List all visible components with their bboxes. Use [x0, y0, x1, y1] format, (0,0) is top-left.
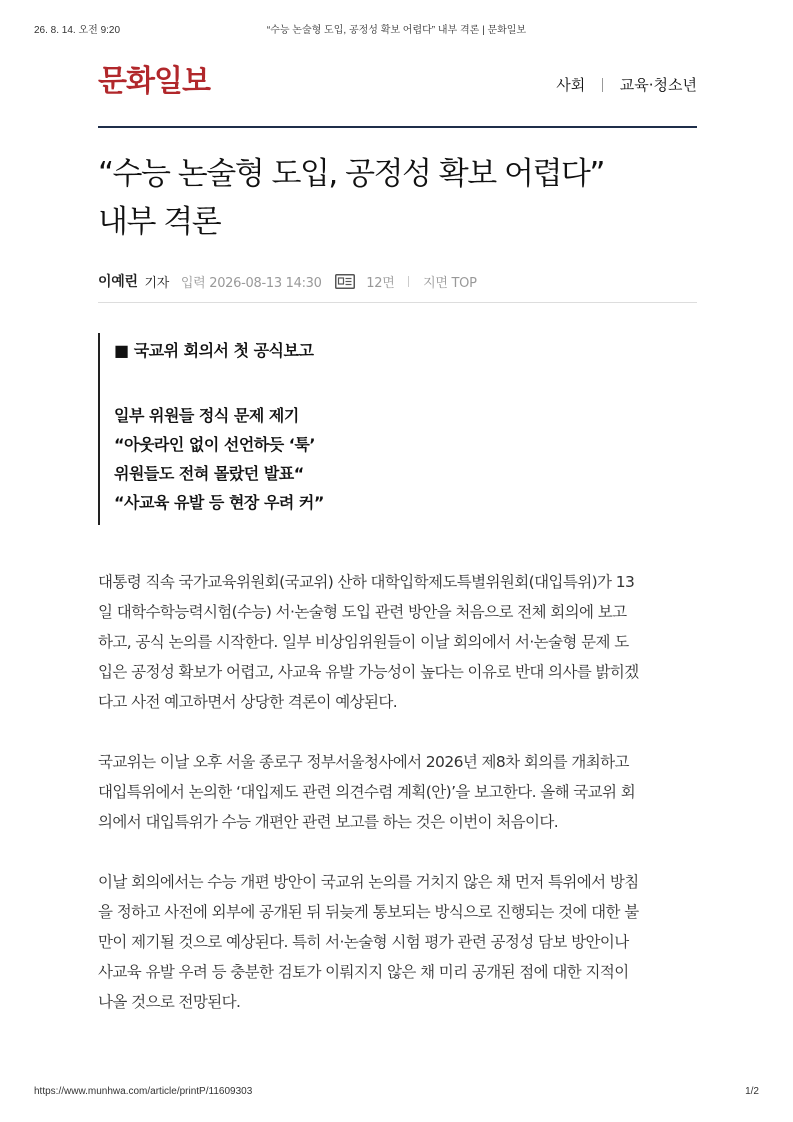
paragraph-line: 입은 공정성 확보가 어렵고, 사교육 유발 가능성이 높다는 이유로 반대 의사를 밝히겠	[98, 663, 639, 681]
byline-rule	[98, 302, 697, 303]
print-url: https://www.munhwa.com/article/printP/11609303	[34, 1086, 253, 1097]
subhead-line: 일부 위원들 정식 문제 제기	[114, 406, 299, 425]
section-breadcrumb	[556, 74, 697, 95]
article-body	[98, 567, 697, 1047]
masthead	[98, 62, 697, 102]
paragraph-line: 대입특위에서 논의한 ‘대입제도 관련 의견수렴 계획(안)’을 보고한다. 올해 국교위 회	[98, 783, 636, 801]
paragraph-line: 의에서 대입특위가 수능 개편안 관련 보고를 하는 것은 이번이 처음이다.	[98, 813, 559, 831]
masthead-rule	[98, 126, 697, 128]
article-paragraph	[98, 867, 697, 1017]
byline	[98, 271, 697, 291]
section-link-education[interactable]: 교육·청소년	[619, 75, 697, 94]
article-paragraph	[98, 747, 697, 837]
headline-line-2: 내부 격론	[98, 204, 221, 240]
print-header	[34, 21, 759, 35]
subhead-line: “아웃라인 없이 선언하듯 ‘툭’	[114, 435, 315, 454]
site-logo[interactable]: 문화일보	[98, 64, 210, 99]
newspaper-icon	[335, 274, 355, 289]
headline-line-1: “수능 논술형 도입, 공정성 확보 어렵다”	[98, 156, 604, 192]
nav-divider	[602, 78, 603, 92]
print-footer	[34, 1086, 759, 1100]
page-position: 지면 TOP	[423, 275, 477, 291]
print-date: 26. 8. 14. 오전 9:20	[34, 25, 121, 36]
paragraph-line: 이날 회의에서는 수능 개편 방안이 국교위 논의를 거치지 않은 채 먼저 특위에서 방침	[98, 873, 639, 891]
print-page-number: 1/2	[745, 1086, 759, 1097]
page-number: 12면	[366, 275, 395, 291]
subhead-lines	[114, 401, 518, 517]
paragraph-line: 만이 제기될 것으로 예상된다. 특히 서·논술형 시험 평가 관련 공정성 담보 방안이나	[98, 933, 629, 951]
paragraph-line: 을 정하고 사전에 외부에 공개된 뒤 뒤늦게 통보되는 방식으로 진행되는 것에 대한 불	[98, 903, 639, 921]
subhead-line: “사교육 유발 등 현장 우려 커”	[114, 493, 324, 512]
paragraph-line: 대통령 직속 국가교육위원회(국교위) 산하 대학입학제도특별위원회(대입특위)가 13	[98, 573, 635, 591]
print-title: “수능 논술형 도입, 공정성 확보 어렵다” 내부 격론 | 문화일보	[266, 25, 527, 36]
reporter-role: 기자	[144, 275, 170, 291]
subhead-box	[98, 333, 518, 525]
publish-date: 입력 2026-08-13 14:30	[180, 275, 322, 291]
paragraph-line: 사교육 유발 우려 등 충분한 검토가 이뤄지지 않은 채 미리 공개된 점에 대한 지적이	[98, 963, 629, 981]
article-paragraph	[98, 567, 697, 717]
paragraph-line: 나올 것으로 전망된다.	[98, 993, 241, 1011]
reporter-name[interactable]: 이예린	[98, 274, 138, 290]
paragraph-line: 국교위는 이날 오후 서울 종로구 정부서울청사에서 2026년 제8차 회의를 개최하고	[98, 753, 629, 771]
subhead-title: ■ 국교위 회의서 첫 공식보고	[114, 341, 314, 360]
paragraph-line: 일 대학수학능력시험(수능) 서·논술형 도입 관련 방안을 처음으로 전체 회의에 보고	[98, 603, 627, 621]
byline-divider	[408, 276, 409, 287]
section-link-society[interactable]: 사회	[556, 75, 586, 94]
article-headline	[98, 150, 697, 246]
subhead-line: 위원들도 전혀 몰랐던 발표“	[114, 464, 304, 483]
paragraph-line: 다고 사전 예고하면서 상당한 격론이 예상된다.	[98, 693, 398, 711]
paragraph-line: 하고, 공식 논의를 시작한다. 일부 비상임위원들이 이날 회의에서 서·논술형 문제 도	[98, 633, 629, 651]
